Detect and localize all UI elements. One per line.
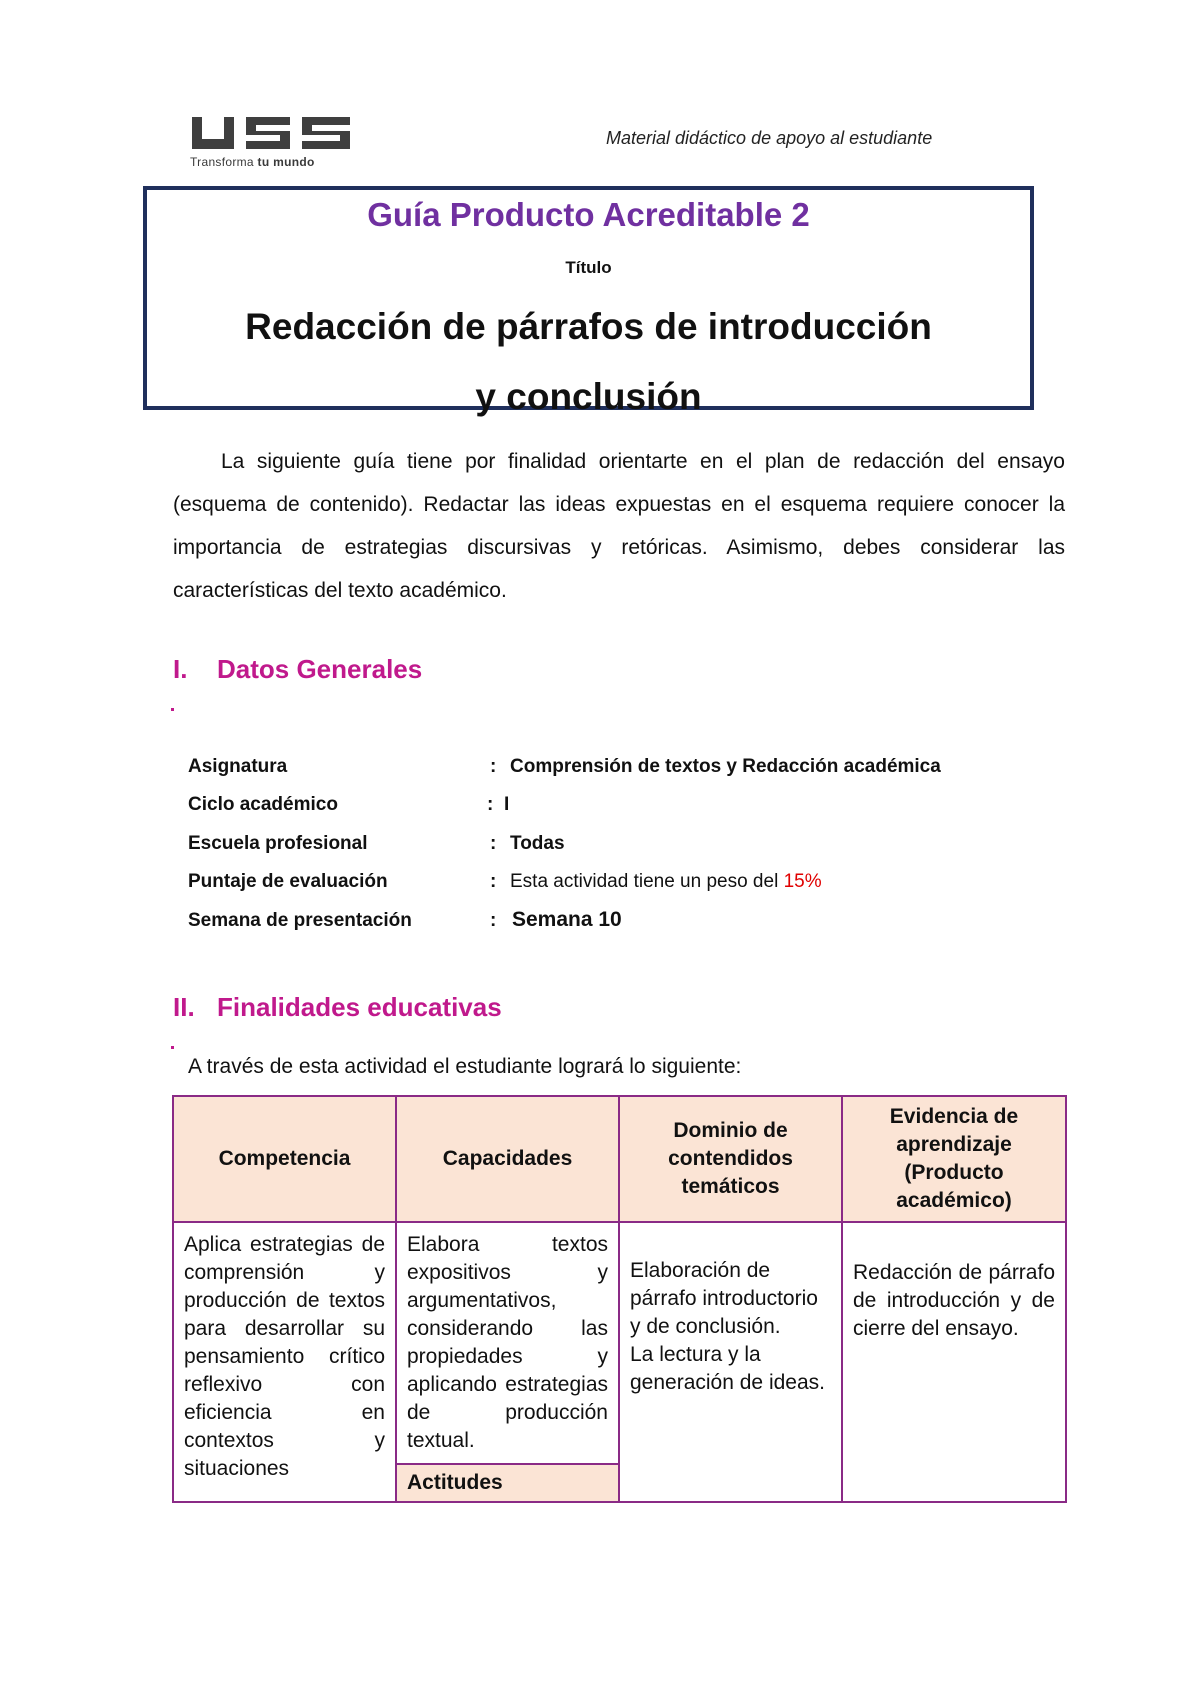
data-value: I [504,794,510,815]
data-label: Escuela profesional [188,833,368,854]
intro-paragraph: La siguiente guía tiene por finalidad orientarte en el plan de redacción del ensayo (esquema de contenido). Redactar las ideas expuestas en el esquema requiere conocer la importancia de estrategias discursivas y retóricas. Asimismo, debes considerar las características del texto académico. [173,450,1065,602]
header-note: Material didáctico de apoyo al estudiante [606,128,933,148]
cell-dominio [619,1222,842,1502]
section-title: Finalidades educativas [217,992,502,1022]
capacidades-text: Elabora textos expositivos y argumentativos, considerando las propiedades y aplicando estrategias de producción textual. [407,1233,608,1452]
bullet-dot [171,1046,174,1049]
data-colon: : [490,871,497,892]
data-label: Semana de presentación [188,910,412,931]
section-number: I. [173,654,188,684]
data-label: Asignatura [188,756,288,777]
section-heading-datos-generales [173,654,422,685]
section-heading-finalidades [173,992,502,1023]
data-label: Puntaje de evaluación [188,871,388,892]
data-value: Comprensión de textos y Redacción académica [510,756,941,777]
data-value: Semana 10 [512,908,622,931]
main-title-line-1: Redacción de párrafos de introducción [245,306,932,347]
main-title [147,292,1030,432]
data-colon: : [490,910,497,931]
header-dominio: Dominio de contendidos temáticos [619,1096,842,1222]
title-box [143,186,1034,417]
data-value: Esta actividad tiene un peso del 15% [510,871,822,892]
weight-percentage: 15% [783,871,822,892]
main-title-line-2: y conclusión [475,376,702,417]
uss-logo-icon [190,115,352,153]
header-capacidades: Capacidades [396,1096,619,1222]
data-colon: : [490,756,497,777]
guide-title: Guía Producto Acreditable 2 [367,196,810,233]
bullet-dot [171,708,174,711]
uss-logo [190,115,352,169]
cell-capacidades [396,1222,619,1502]
header-competencia: Competencia [173,1096,396,1222]
table-header-row [173,1096,1066,1222]
logo-tagline: Transforma tu mundo [190,155,315,169]
competencies-table [172,1095,1067,1503]
cell-evidencia: Redacción de párrafo de introducción y de cierre del ensayo. [842,1222,1066,1502]
lead-sentence: A través de esta actividad el estudiante logrará lo siguiente: [188,1055,742,1078]
section-title: Datos Generales [217,654,423,684]
titulo-label: Título [565,258,612,277]
table-row [173,1222,1066,1502]
dominio-item-1: Elaboración de párrafo introductorio y de conclusión. [630,1259,818,1338]
data-value: Todas [510,833,565,854]
cell-competencia: Aplica estrategias de comprensión y producción de textos para desarrollar su pensamiento crítico reflexivo con eficiencia en contextos y situaciones [173,1222,396,1502]
data-colon: : [487,794,494,815]
actitudes-label: Actitudes [397,1463,618,1501]
dominio-item-2: La lectura y la generación de ideas. [630,1343,825,1394]
section-number: II. [173,992,195,1022]
data-label: Ciclo académico [188,794,338,815]
data-colon: : [490,833,497,854]
header-evidencia: Evidencia de aprendizaje (Producto académico) [842,1096,1066,1222]
